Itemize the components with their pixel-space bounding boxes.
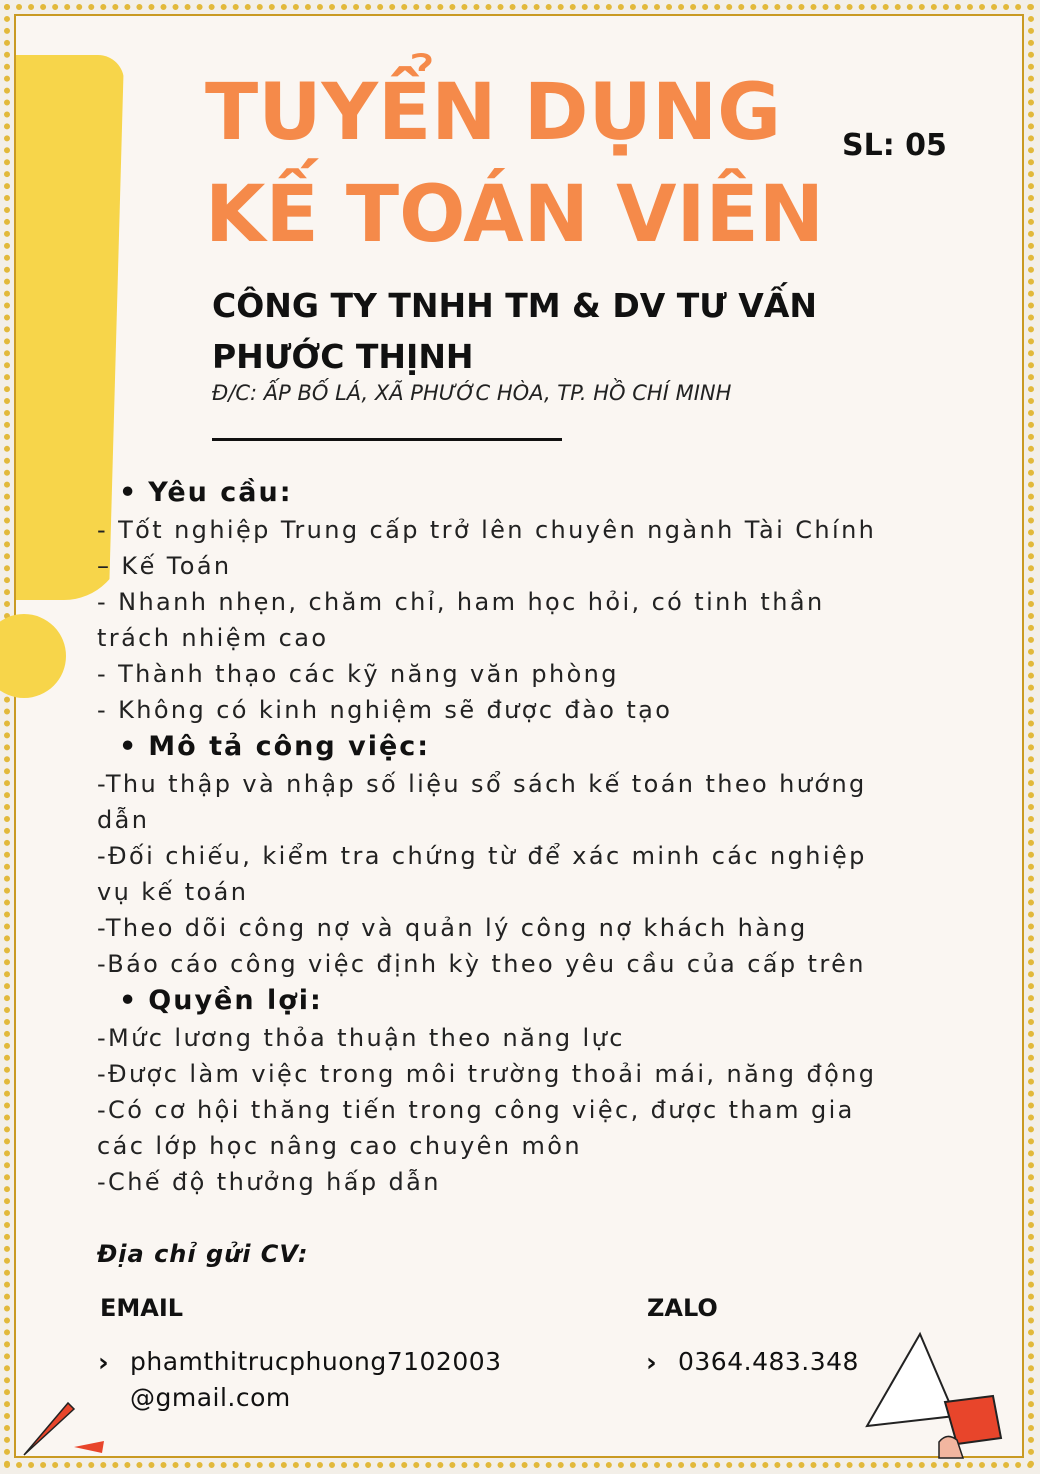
chevron-right-icon: › [98, 1348, 109, 1378]
description-heading [97, 728, 957, 766]
benefits-heading [97, 982, 957, 1020]
benefit-line: -Được làm việc trong môi trường thoải mái, năng động [97, 1060, 877, 1088]
description-line: -Báo cáo công việc định kỳ theo yêu cầu của cấp trên [97, 950, 866, 978]
description-heading-text: Mô tả công việc: [148, 731, 431, 762]
email-line-2: @gmail.com [130, 1383, 291, 1412]
bullet-icon: • [119, 731, 139, 762]
description-line: vụ kế toán [97, 878, 249, 906]
title-line-2: KẾ TOÁN VIÊN [205, 170, 825, 260]
email-value[interactable] [130, 1344, 502, 1416]
company-address: Đ/C: ẤP BỐ LÁ, XÃ PHƯỚC HÒA, TP. HỒ CHÍ MINH [212, 381, 732, 405]
company-name: CÔNG TY TNHH TM & DV TƯ VẤN PHƯỚC THỊNH [212, 286, 818, 376]
job-details [97, 474, 957, 1200]
description-line: dẫn [97, 806, 150, 834]
quantity-label: SL: 05 [842, 128, 947, 163]
zalo-label: ZALO [647, 1294, 718, 1322]
bullet-icon: • [119, 985, 139, 1016]
divider-line [212, 438, 562, 441]
description-line: -Thu thập và nhập số liệu sổ sách kế toán theo hướng [97, 770, 867, 798]
requirement-line: - Thành thạo các kỹ năng văn phòng [97, 660, 619, 688]
requirement-line: - Nhanh nhẹn, chăm chỉ, ham học hỏi, có tinh thần [97, 588, 825, 616]
benefit-line: -Chế độ thưởng hấp dẫn [97, 1168, 441, 1196]
title-line-1: TUYỂN DỤNG [205, 68, 782, 158]
party-popper-icon [18, 1395, 108, 1460]
requirement-line: – Kế Toán [97, 552, 232, 580]
email-label: EMAIL [100, 1294, 184, 1322]
cv-address-heading: Địa chỉ gửi CV: [97, 1240, 309, 1268]
description-line: -Đối chiếu, kiểm tra chứng từ để xác minh các nghiệp [97, 842, 867, 870]
bullet-icon: • [119, 477, 139, 508]
requirements-heading-text: Yêu cầu: [148, 477, 293, 508]
requirements-heading [97, 474, 957, 512]
benefit-line: -Có cơ hội thăng tiến trong công việc, được tham gia [97, 1096, 855, 1124]
zalo-value[interactable]: 0364.483.348 [678, 1347, 859, 1376]
requirement-line: - Tốt nghiệp Trung cấp trở lên chuyên ngành Tài Chính [97, 516, 877, 544]
requirement-line: - Không có kinh nghiệm sẽ được đào tạo [97, 696, 673, 724]
benefit-line: các lớp học nâng cao chuyên môn [97, 1132, 582, 1160]
benefits-heading-text: Quyền lợi: [148, 985, 323, 1016]
megaphone-icon [865, 1330, 1015, 1460]
chevron-right-icon: › [646, 1348, 657, 1378]
benefit-line: -Mức lương thỏa thuận theo năng lực [97, 1024, 625, 1052]
description-line: -Theo dõi công nợ và quản lý công nợ khách hàng [97, 914, 808, 942]
requirement-line: trách nhiệm cao [97, 624, 329, 652]
poster-title [205, 62, 824, 266]
email-line-1: phamthitrucphuong7102003 [130, 1347, 502, 1376]
